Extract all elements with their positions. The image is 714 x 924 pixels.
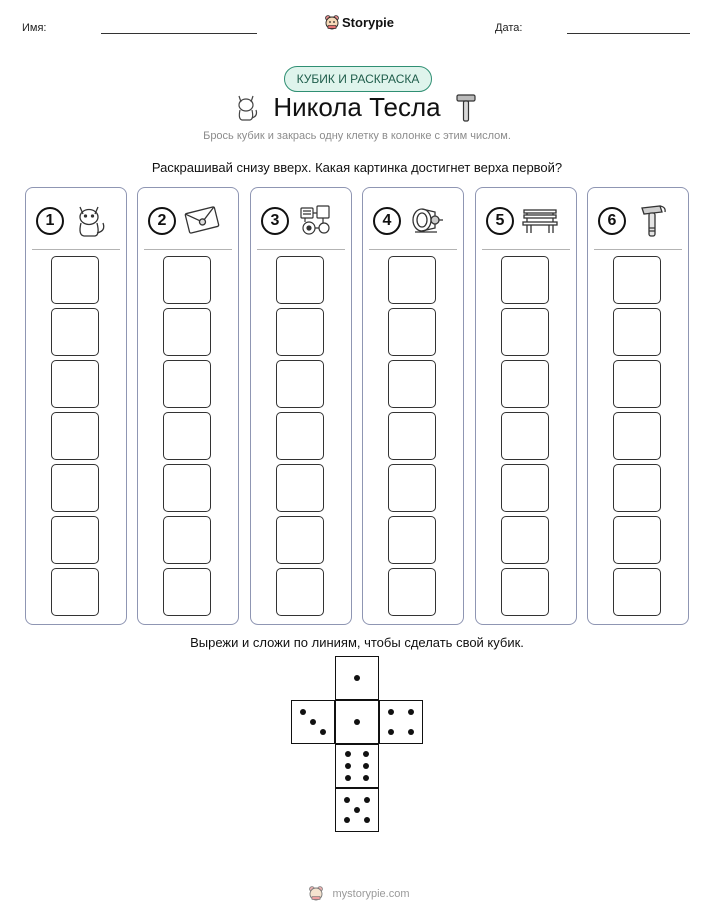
name-line [101,33,257,34]
coloring-cell[interactable] [163,516,211,564]
category-badge: КУБИК И РАСКРАСКА [284,66,432,92]
pip [344,817,350,823]
coloring-cell[interactable] [501,412,549,460]
coloring-cell[interactable] [388,568,436,616]
coloring-cell[interactable] [276,516,324,564]
pip [364,797,370,803]
envelope-icon [184,202,220,238]
column-2 [137,187,239,625]
coloring-cell[interactable] [276,308,324,356]
cat-icon [72,202,108,238]
column-divider [257,249,345,250]
column-divider [144,249,232,250]
coloring-cell[interactable] [51,568,99,616]
coloring-cell[interactable] [276,412,324,460]
coloring-cell[interactable] [51,256,99,304]
coloring-cell[interactable] [501,360,549,408]
pip [320,729,326,735]
coloring-cell[interactable] [613,360,661,408]
dice-face-4 [379,700,423,744]
column-1 [25,187,127,625]
cut-instruction: Вырежи и сложи по линиям, чтобы сделать свой кубик. [190,635,524,650]
coloring-cell[interactable] [388,256,436,304]
pip [388,729,394,735]
column-number: 2 [148,207,176,235]
coloring-cell[interactable] [613,464,661,512]
coloring-cell[interactable] [51,516,99,564]
coloring-instruction: Раскрашивай снизу вверх. Какая картинка достигнет верха первой? [151,160,563,175]
column-number: 1 [36,207,64,235]
coloring-cell[interactable] [501,256,549,304]
column-5 [475,187,577,625]
dice-face-1 [335,656,379,700]
dice-face-3 [291,700,335,744]
pip [364,817,370,823]
coloring-cell[interactable] [388,412,436,460]
coloring-cell[interactable] [613,568,661,616]
pip [345,775,351,781]
motor-icon [409,202,445,238]
pip [388,709,394,715]
coloring-cell[interactable] [501,516,549,564]
coloring-cell[interactable] [388,516,436,564]
dice-net [290,655,430,837]
coloring-cell[interactable] [613,516,661,564]
coloring-cell[interactable] [388,360,436,408]
pip [363,763,369,769]
column-number: 6 [598,207,626,235]
coloring-cell[interactable] [163,256,211,304]
date-line [567,33,690,34]
coloring-cell[interactable] [276,256,324,304]
column-number: 3 [261,207,289,235]
date-label: Дата: [495,22,523,34]
coloring-cell[interactable] [51,308,99,356]
bench-icon [522,202,558,238]
dice-face-1 [335,700,379,744]
coloring-cell[interactable] [276,360,324,408]
name-label: Имя: [22,22,47,34]
pip [354,807,360,813]
storypie-logo-icon [324,14,340,30]
coloring-cell[interactable] [613,412,661,460]
coloring-cell[interactable] [501,308,549,356]
dice-face-6 [335,744,379,788]
column-number: 4 [373,207,401,235]
hammer-icon [634,202,670,238]
pip [354,719,360,725]
coloring-cell[interactable] [163,412,211,460]
column-3 [250,187,352,625]
column-4 [362,187,464,625]
coloring-cell[interactable] [276,464,324,512]
pip [363,751,369,757]
dice-face-5 [335,788,379,832]
column-divider [32,249,120,250]
footer-url: mystorypie.com [332,888,410,900]
column-divider [594,249,682,250]
pip [408,729,414,735]
coloring-cell[interactable] [51,360,99,408]
coloring-cell[interactable] [51,412,99,460]
coloring-cell[interactable] [501,464,549,512]
column-divider [482,249,570,250]
pip [310,719,316,725]
coloring-cell[interactable] [613,256,661,304]
coloring-cell[interactable] [163,464,211,512]
pip [345,763,351,769]
column-divider [369,249,457,250]
page-subtitle: Брось кубик и закрась одну клетку в колонке с этим числом. [203,130,511,142]
pip [300,709,306,715]
column-number: 5 [486,207,514,235]
coloring-cell[interactable] [388,464,436,512]
coloring-cell[interactable] [388,308,436,356]
pip [345,751,351,757]
page-title: Никола Тесла [273,92,441,122]
column-6 [587,187,689,625]
pip [363,775,369,781]
hammer-icon [454,92,478,124]
coloring-cell[interactable] [501,568,549,616]
pip [344,797,350,803]
coloring-cell[interactable] [163,308,211,356]
coloring-cell[interactable] [163,568,211,616]
circuit-icon [297,202,333,238]
pip [408,709,414,715]
coloring-cell[interactable] [276,568,324,616]
coloring-cell[interactable] [163,360,211,408]
pip [354,675,360,681]
brand-name: Storypie [342,15,395,30]
coloring-cell[interactable] [51,464,99,512]
coloring-cell[interactable] [613,308,661,356]
